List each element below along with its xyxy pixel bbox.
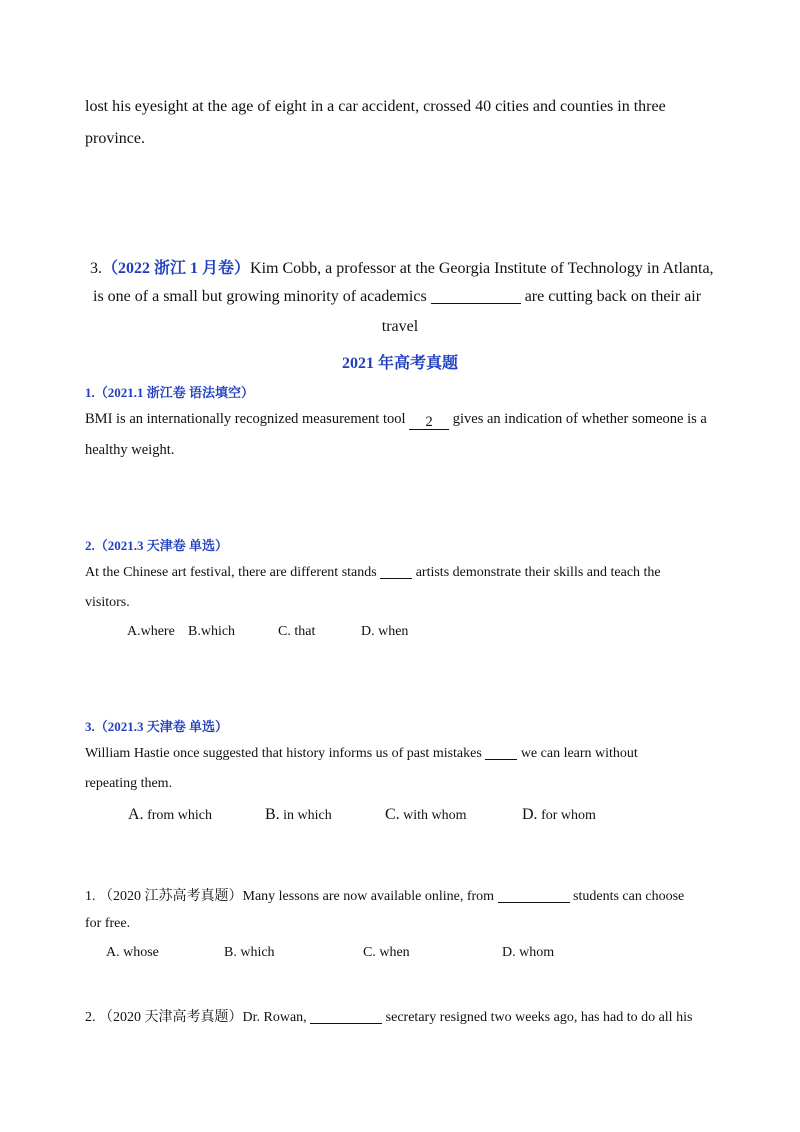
question-line <box>85 411 707 430</box>
question-text: gives an indication of whether someone is a <box>452 411 707 427</box>
option-b: B. which <box>224 945 275 960</box>
option-d: D. whom <box>502 945 555 960</box>
question-text: secretary resigned two weeks ago, has had to do all his <box>385 1010 693 1025</box>
option-letter: C. <box>385 806 400 823</box>
question-text: Dr. Rowan, <box>242 1010 307 1025</box>
option-c: C. when <box>363 945 410 960</box>
answer-blank <box>380 564 412 579</box>
option-text: with whom <box>403 808 467 823</box>
question-text: repeating them. <box>85 776 173 791</box>
option-a: A.where <box>127 624 175 639</box>
question-text: students can choose <box>573 889 685 904</box>
question-text: visitors. <box>85 595 130 610</box>
answer-blank <box>310 1009 382 1024</box>
option-d: D. when <box>361 624 409 639</box>
option-a: A. whose <box>106 945 159 960</box>
question-source: （2020 江苏高考真题） <box>99 889 243 904</box>
option-letter: A. <box>128 806 144 823</box>
option-b: B.which <box>188 624 236 639</box>
option-d <box>522 806 596 824</box>
question-text: is one of a small but growing minority of academics <box>93 288 427 305</box>
question-number: 1. <box>85 889 96 904</box>
question-number: 2. <box>85 1010 96 1025</box>
question-text: healthy weight. <box>85 442 175 458</box>
answer-blank <box>431 287 521 304</box>
question-header: 3.（2021.3 天津卷 单选） <box>85 719 229 734</box>
question-2022-line2 <box>93 287 701 306</box>
option-a <box>128 806 212 824</box>
option-text: in which <box>283 808 332 823</box>
question-text: travel <box>381 318 419 335</box>
option-letter: B. <box>265 806 280 823</box>
question-text: artists demonstrate their skills and teach the <box>415 565 661 580</box>
question-text: William Hastie once suggested that history informs us of past mistakes <box>85 746 482 761</box>
question-text: BMI is an internationally recognized measurement tool <box>85 411 406 427</box>
question-line <box>85 564 661 581</box>
option-c <box>385 806 467 824</box>
paragraph-line: lost his eyesight at the age of eight in a car accident, crossed 40 cities and counties in three <box>85 98 666 115</box>
answer-blank: 2 <box>409 414 449 430</box>
option-b <box>265 806 332 824</box>
question-line <box>85 885 684 905</box>
question-2022 <box>90 255 714 278</box>
paragraph-line: province. <box>85 130 145 147</box>
question-text: Kim Cobb, a professor at the Georgia Institute of Technology in Atlanta, <box>250 260 714 277</box>
section-title: 2021 年高考真题 <box>341 355 458 372</box>
answer-blank <box>498 888 570 903</box>
question-header: 1.（2021.1 浙江卷 语法填空） <box>85 385 255 400</box>
option-letter: D. <box>522 806 538 823</box>
question-text: for free. <box>85 916 131 931</box>
question-line <box>85 745 638 762</box>
question-number: 3. <box>90 260 102 277</box>
option-c: C. that <box>278 624 316 639</box>
question-line <box>85 1006 692 1026</box>
question-source: （2022 浙江 1 月卷） <box>102 260 251 277</box>
answer-blank <box>485 745 517 760</box>
question-text: At the Chinese art festival, there are different stands <box>85 565 377 580</box>
question-text: Many lessons are now available online, from <box>242 889 495 904</box>
option-text: from which <box>147 808 212 823</box>
question-source: （2020 天津高考真题） <box>99 1010 243 1025</box>
question-header: 2.（2021.3 天津卷 单选） <box>85 538 229 553</box>
question-text: we can learn without <box>520 746 638 761</box>
question-text: are cutting back on their air <box>524 288 702 305</box>
option-text: for whom <box>541 808 596 823</box>
